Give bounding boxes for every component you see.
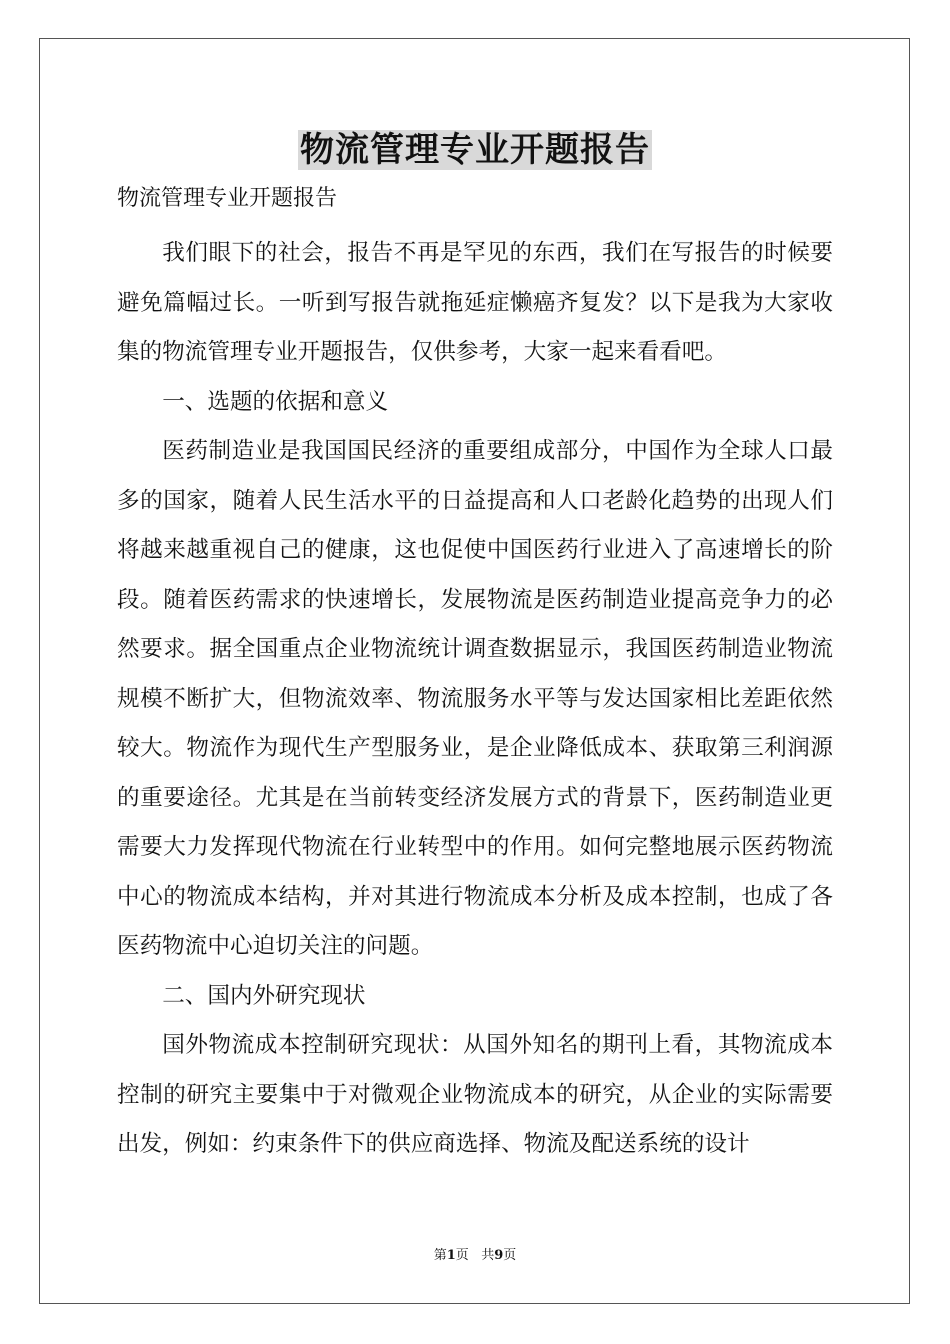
research-status-paragraph: 国外物流成本控制研究现状：从国外知名的期刊上看，其物流成本控制的研究主要集中于对微观企业物流成本的研究，从企业的实际需要出发，例如：约束条件下的供应商选择、物流及配送系统的设计 (117, 1032, 833, 1157)
document-title (0, 128, 950, 172)
document-body (117, 229, 833, 1170)
page-prefix: 第 (433, 1248, 447, 1263)
section-heading-basis: 一、选题的依据和意义 (162, 388, 389, 415)
page-total: 9 (494, 1248, 504, 1263)
page-footer (0, 1247, 950, 1265)
total-suffix: 页 (503, 1248, 517, 1263)
document-title-text: 物流管理专业开题报告 (300, 130, 650, 170)
section-heading-research-status: 二、国内外研究现状 (162, 982, 366, 1009)
basis-paragraph: 医药制造业是我国国民经济的重要组成部分，中国作为全球人口最多的国家，随着人民生活水平的日益提高和人口老龄化趋势的出现人们将越来越重视自己的健康，这也促使中国医药行业进入了高速增长的阶段。随着医药需求的快速增长，发展物流是医药制造业提高竞争力的必然要求。据全国重点企业物流统计调查数据显示，我国医药制造业物流规模不断扩大，但物流效率、物流服务水平等与发达国家相比差距依然较大。物流作为现代生产型服务业，是企业降低成本、获取第三利润源的重要途径。尤其是在当前转变经济发展方式的背景下，医药制造业更需要大力发挥现代物流在行业转型中的作用。如何完整地展示医药物流中心的物流成本结构，并对其进行物流成本分析及成本控制，也成了各医药物流中心迫切关注的问题。 (117, 438, 833, 959)
page-suffix: 页 (455, 1248, 469, 1263)
page-current: 1 (446, 1248, 456, 1263)
intro-paragraph: 我们眼下的社会，报告不再是罕见的东西，我们在写报告的时候要避免篇幅过长。一听到写报告就拖延症懒癌齐复发？以下是我为大家收集的物流管理专业开题报告，仅供参考，大家一起来看看吧。 (117, 240, 833, 365)
total-prefix: 共 (481, 1248, 495, 1263)
document-subtitle: 物流管理专业开题报告 (117, 186, 338, 211)
